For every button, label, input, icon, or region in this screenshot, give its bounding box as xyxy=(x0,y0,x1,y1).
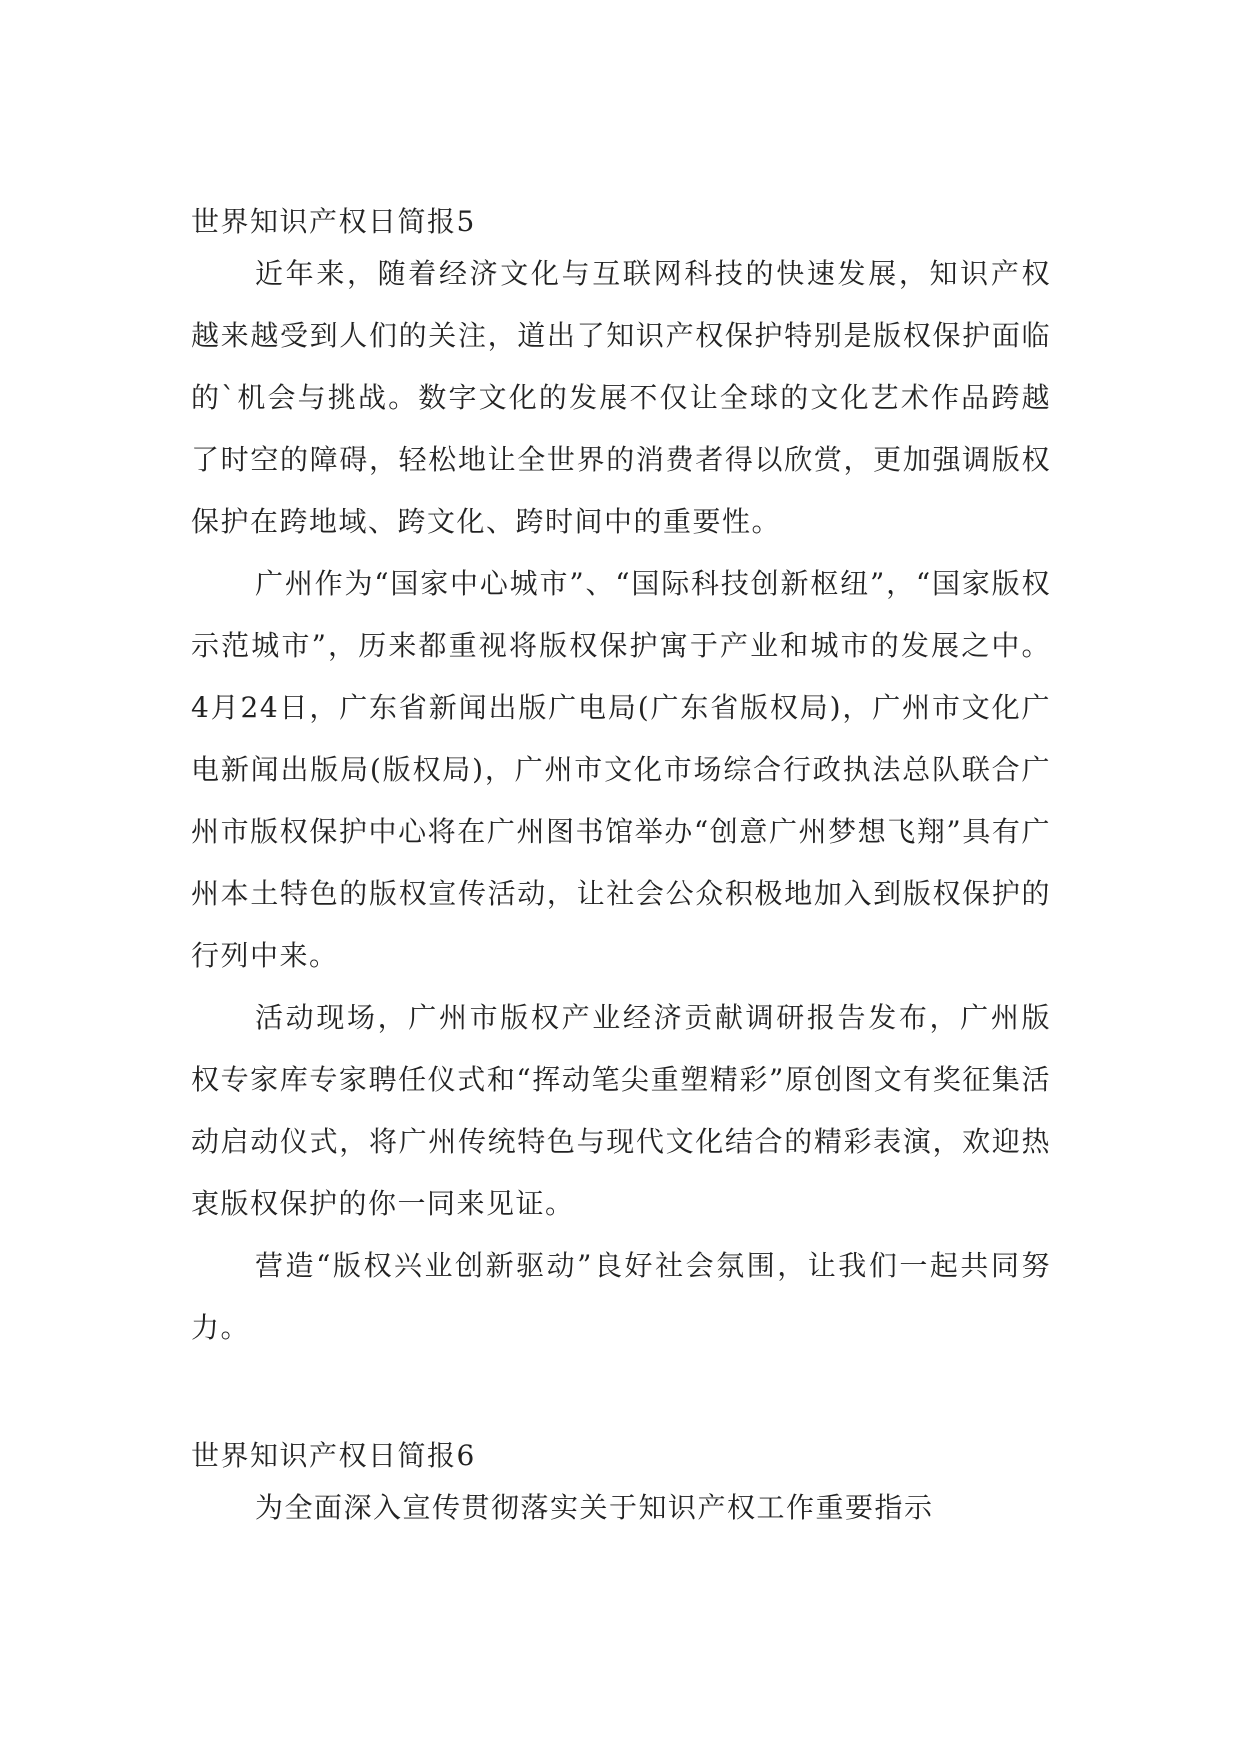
section-5-paragraph-2: 广州作为“国家中心城市”、“国际科技创新枢纽”，“国家版权示范城市”，历来都重视将版权保护寓于产业和城市的发展之中。4月24日，广东省新闻出版广电局(广东省版权局)，广州市文化广电新闻出版局(版权局)，广州市文化市场综合行政执法总队联合广州市版权保护中心将在广州图书馆举办“创意广州梦想飞翔”具有广州本土特色的版权宣传活动，让社会公众积极地加入到版权保护的行列中来。 xyxy=(191,567,1051,972)
section-5-paragraph-3: 活动现场，广州市版权产业经济贡献调研报告发布，广州版权专家库专家聘任仪式和“挥动笔尖重塑精彩”原创图文有奖征集活动启动仪式，将广州传统特色与现代文化结合的精彩表演，欢迎热衷版权保护的你一同来见证。 xyxy=(191,1001,1051,1220)
section-5-paragraph-4: 营造“版权兴业创新驱动”良好社会氛围，让我们一起共同努力。 xyxy=(191,1249,1051,1344)
section-6-body xyxy=(191,1477,1051,1539)
section-5-paragraph-1: 近年来，随着经济文化与互联网科技的快速发展，知识产权越来越受到人们的关注，道出了知识产权保护特别是版权保护面临的`机会与挑战。数字文化的发展不仅让全球的文化艺术作品跨越了时空的障碍，轻松地让全世界的消费者得以欣赏，更加强调版权保护在跨地域、跨文化、跨时间中的重要性。 xyxy=(191,257,1051,538)
section-5-body xyxy=(191,243,1051,1359)
section-6-title: 世界知识产权日简报6 xyxy=(191,1439,476,1472)
section-5-title: 世界知识产权日简报5 xyxy=(191,205,476,238)
section-6-paragraph-1: 为全面深入宣传贯彻落实关于知识产权工作重要指示 xyxy=(255,1491,934,1524)
